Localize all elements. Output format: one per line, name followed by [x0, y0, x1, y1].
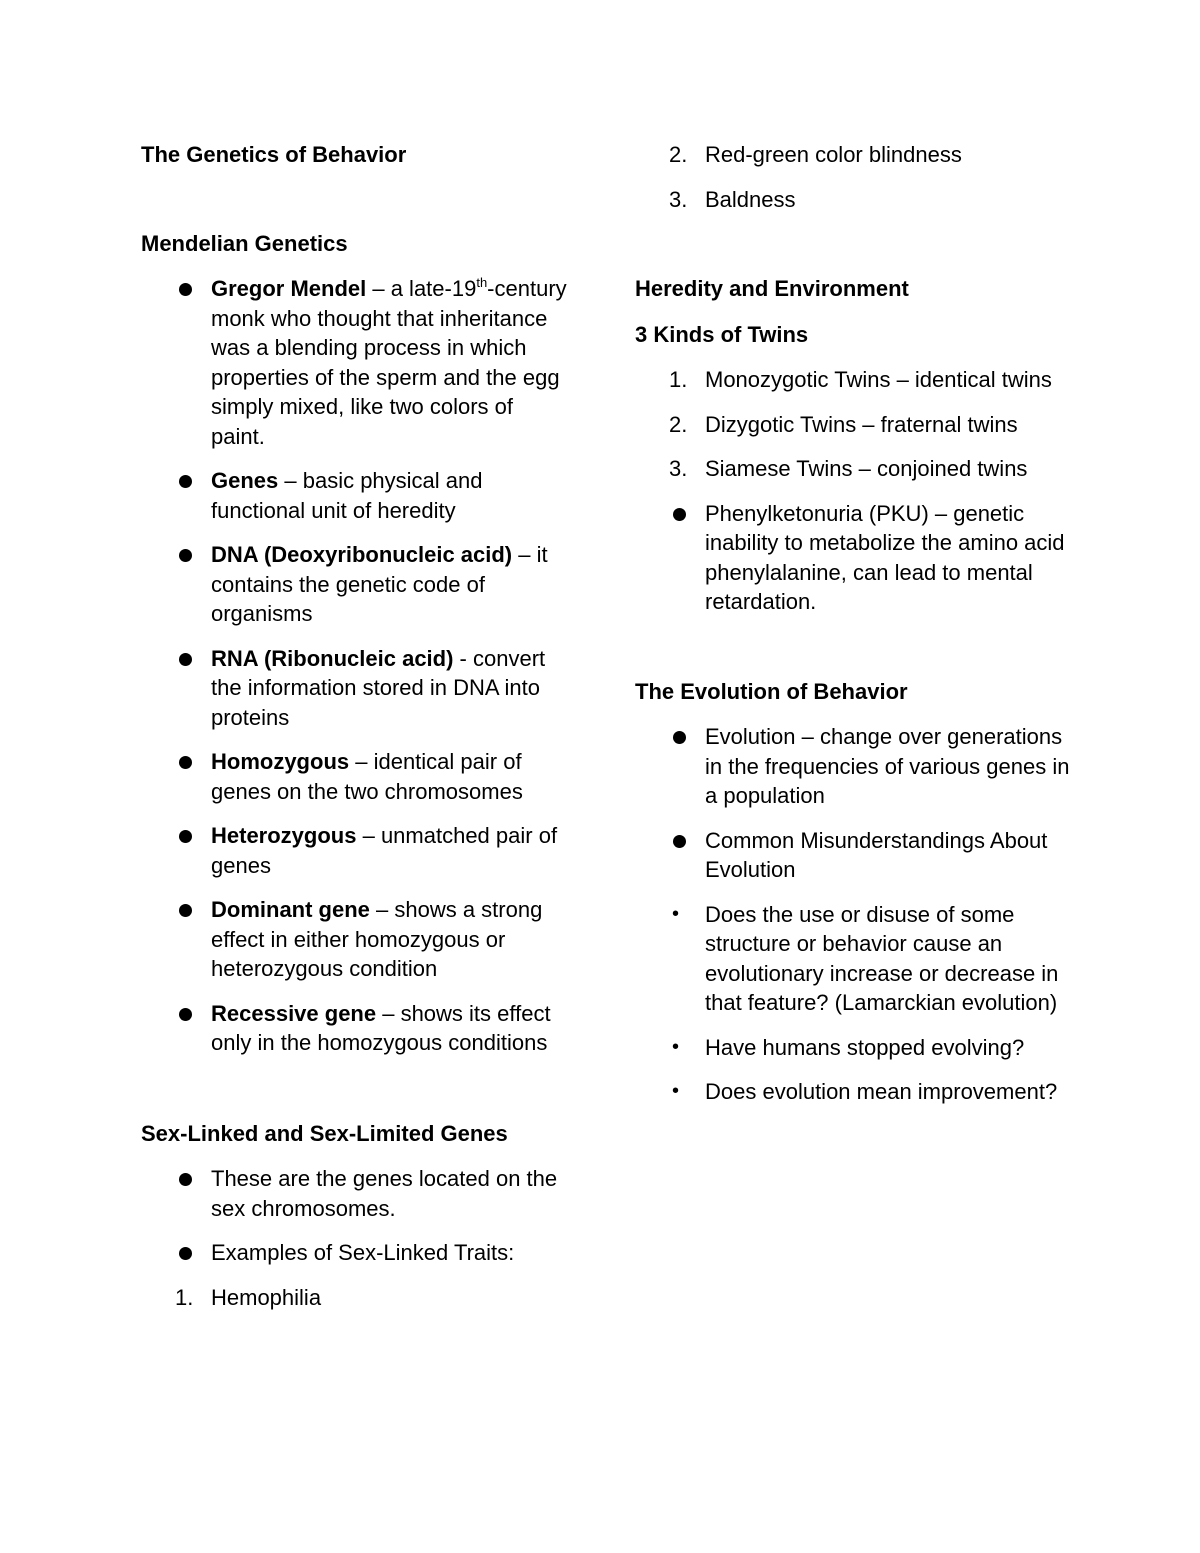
list-item-text: Does evolution mean improvement?: [705, 1079, 1058, 1104]
list-item-text: Have humans stopped evolving?: [705, 1034, 1025, 1060]
list-item: [141, 895, 571, 984]
list-item-text: Red-green color blindness: [705, 142, 962, 167]
bullet-icon: [179, 1173, 192, 1186]
list-item-term: RNA (Ribonucleic acid): [211, 645, 454, 671]
list-item: [141, 644, 571, 733]
list-item-term: Recessive gene: [211, 1000, 377, 1026]
list-item-text: Hemophilia: [211, 1284, 322, 1310]
list-item-text: Dizygotic Twins – fraternal twins: [705, 411, 1018, 437]
question-item: [635, 1077, 1075, 1107]
list-item: [141, 821, 571, 880]
bullet-icon: [673, 731, 686, 744]
list-item-text: Common Misunderstandings About Evolution: [705, 827, 1048, 882]
section-heading-mendelian: Mendelian Genetics: [141, 230, 348, 256]
numbered-item: [635, 140, 1075, 170]
bullet-icon: [673, 835, 686, 848]
list-item: [141, 466, 571, 525]
item-number: 2.: [669, 411, 688, 437]
list-item-term: Dominant gene: [211, 897, 370, 922]
list-item-text: – shows a strong effect in either homozygous or heterozygous condition: [211, 897, 543, 981]
list-item-text: Evolution – change over generations in the frequencies of various genes in a population: [705, 724, 1070, 808]
question-item: [635, 900, 1075, 1018]
left-column: [141, 140, 571, 1312]
bullet-icon: [673, 508, 686, 521]
section-heading-heredity: Heredity and Environment: [635, 276, 909, 301]
list-item-term: Genes: [211, 468, 279, 493]
list-item-text: – shows its effect only in the homozygous conditions: [211, 1000, 551, 1055]
right-column: [635, 140, 1075, 1107]
list-item-text: -century monk who thought that inheritance was a blending process in which properties of the sperm and the egg simply mixed, like two colors of paint.: [211, 276, 567, 449]
list-item: [141, 1238, 571, 1268]
small-bullet-icon: •: [672, 1035, 680, 1058]
list-item-text: Siamese Twins – conjoined twins: [705, 456, 1028, 481]
list-item-text: These are the genes located on the sex chromosomes.: [211, 1166, 558, 1221]
section-heading-evolution: The Evolution of Behavior: [635, 678, 908, 704]
bullet-icon: [179, 1008, 192, 1021]
numbered-item: [635, 454, 1075, 484]
document-title: The Genetics of Behavior: [141, 142, 407, 167]
list-item-text: - convert the information stored in DNA into proteins: [211, 645, 546, 730]
evolution-list: [635, 722, 1075, 1107]
list-item: [635, 499, 1075, 617]
bullet-icon: [179, 830, 192, 843]
list-item-term: DNA (Deoxyribonucleic acid): [211, 542, 513, 567]
small-bullet-icon: •: [672, 1080, 680, 1102]
subheading-twins: 3 Kinds of Twins: [635, 321, 809, 347]
bullet-icon: [179, 653, 192, 666]
numbered-continuation: [635, 140, 1075, 214]
list-item-text: – identical pair of genes on the two chromosomes: [211, 749, 523, 804]
bullet-icon: [179, 756, 192, 769]
section-heading-sexlinked: Sex-Linked and Sex-Limited Genes: [141, 1120, 508, 1146]
item-number: 2.: [669, 142, 688, 167]
list-item-text: Baldness: [705, 186, 796, 212]
item-number: 1.: [175, 1284, 194, 1310]
list-item-text: Phenylketonuria (PKU) – genetic inability to metabolize the amino acid phenylalanine, can lead to mental retardation.: [705, 500, 1065, 614]
item-number: 1.: [669, 367, 688, 392]
numbered-item: [635, 185, 1075, 215]
list-item-text: – it contains the genetic code of organisms: [211, 542, 548, 626]
list-item: [141, 999, 571, 1058]
numbered-item: [141, 1283, 571, 1313]
list-item-term: Heterozygous: [211, 823, 357, 848]
list-item-text: Monozygotic Twins – identical twins: [705, 367, 1052, 392]
bullet-icon: [179, 475, 192, 488]
list-item-term: Gregor Mendel: [211, 276, 367, 301]
mendelian-list: [141, 274, 571, 1058]
item-number: 3.: [669, 186, 688, 212]
superscript: th: [476, 275, 488, 290]
item-number: 3.: [669, 456, 688, 481]
bullet-icon: [179, 904, 192, 917]
bullet-icon: [179, 1247, 192, 1260]
sexlinked-list: [141, 1164, 571, 1312]
list-item-text: – basic physical and functional unit of heredity: [211, 468, 483, 523]
numbered-item: [635, 365, 1075, 395]
numbered-item: [635, 410, 1075, 440]
list-item: [141, 274, 571, 451]
small-bullet-icon: •: [672, 902, 680, 925]
list-item: [141, 747, 571, 806]
list-item-text: Examples of Sex-Linked Traits:: [211, 1240, 515, 1265]
list-item: [141, 1164, 571, 1223]
twins-list: [635, 365, 1075, 617]
list-item-term: Homozygous: [211, 749, 350, 774]
list-item: [141, 540, 571, 629]
question-item: [635, 1033, 1075, 1063]
bullet-icon: [179, 549, 192, 562]
list-item: [635, 722, 1075, 811]
list-item: [635, 826, 1075, 885]
list-item-text: – a late-19: [366, 276, 477, 301]
list-item-text: Does the use or disuse of some structure or behavior cause an evolutionary increase or decrease in that feature? (Lamarckian evolution): [705, 901, 1059, 1015]
list-item-text: – unmatched pair of genes: [211, 823, 558, 878]
bullet-icon: [179, 283, 192, 296]
